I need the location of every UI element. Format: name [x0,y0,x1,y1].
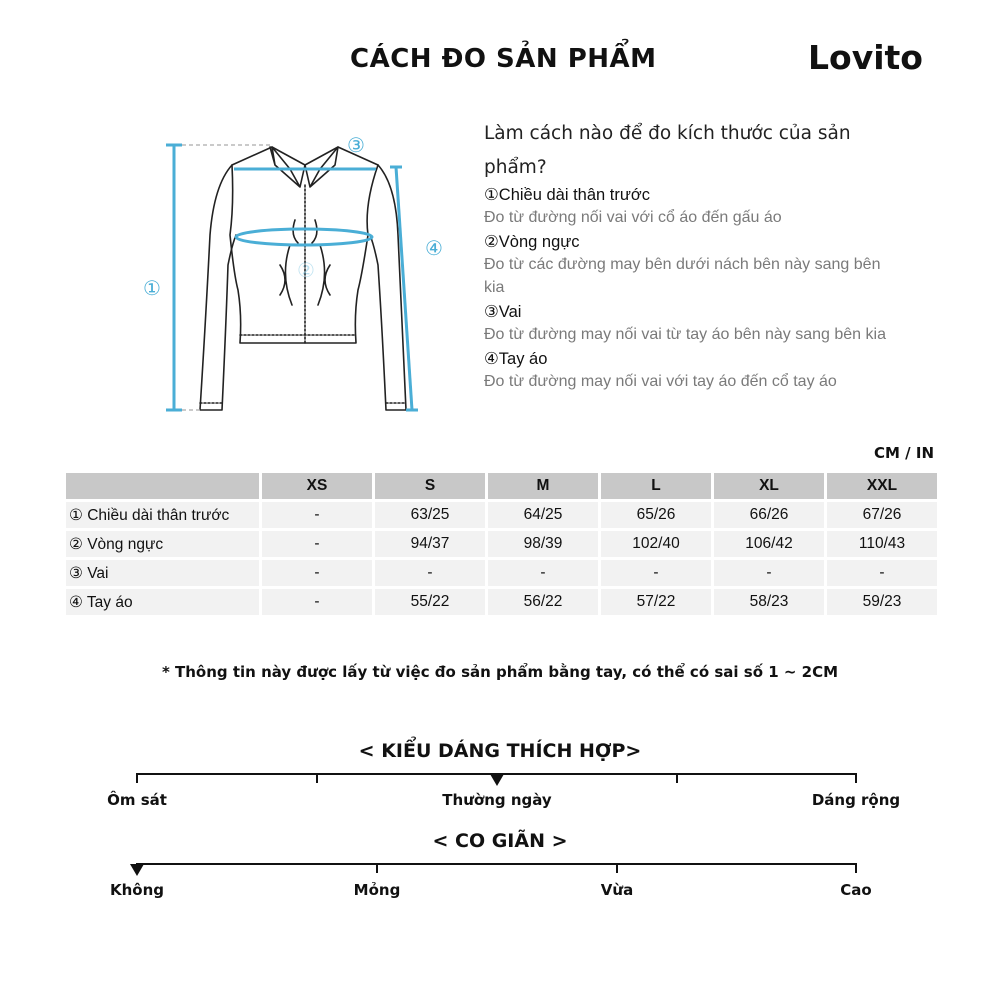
table-row [66,502,937,528]
table-cell: - [488,560,598,586]
garment-illustration [140,125,460,425]
stretch-scale-label: Mỏng [353,881,401,899]
table-cell: 63/25 [375,502,485,528]
table-cell: - [262,531,372,557]
table-cell: - [714,560,824,586]
table-cell: - [262,589,372,615]
brand-logo: Lovito [808,38,923,77]
stretch-scale-label: Không [109,881,165,899]
size-header: M [488,473,598,499]
table-cell: 98/39 [488,531,598,557]
fit-scale-selected-pointer [490,774,504,786]
table-cell: 67/26 [827,502,937,528]
table-cell: 102/40 [601,531,711,557]
guide-heading: Làm cách nào để đo kích thước của sản phẩm? [484,123,851,178]
stretch-scale-title: < CO GIÃN > [432,830,568,852]
fit-scale-tick [855,773,857,783]
guide-item-name: ②Vòng ngực [484,233,580,251]
size-table [63,470,940,618]
fit-scale-tick [136,773,138,783]
size-header: S [375,473,485,499]
stretch-scale-axis [136,863,857,865]
row-label: ④ Tay áo [66,589,259,615]
marker-shoulder: ③ [347,133,365,157]
row-label: ② Vòng ngực [66,531,259,557]
row-label: ③ Vai [66,560,259,586]
table-cell: 58/23 [714,589,824,615]
guide-item-desc: Đo từ đường may nối vai với tay áo đến cổ tay áo [484,373,837,390]
guide-item-name: ①Chiều dài thân trước [484,186,650,204]
table-cell: 106/42 [714,531,824,557]
table-cell: 110/43 [827,531,937,557]
table-cell: 64/25 [488,502,598,528]
table-cell: 94/37 [375,531,485,557]
guide-item-desc: Đo từ đường may nối vai từ tay áo bên này sang bên kia [484,326,886,343]
table-row [66,560,937,586]
fit-scale-title: < KIỂU DÁNG THÍCH HỢP> [358,740,642,762]
table-cell: 59/23 [827,589,937,615]
table-corner [66,473,259,499]
table-cell: - [262,502,372,528]
fit-scale-label: Thường ngày [442,791,552,809]
stretch-scale-selected-pointer [130,864,144,876]
fit-scale-tick [676,773,678,783]
table-cell: 65/26 [601,502,711,528]
stretch-scale-tick [616,863,618,873]
table-cell: - [827,560,937,586]
fit-scale-label: Ôm sát [107,791,167,809]
guide-item-name: ④Tay áo [484,350,548,368]
unit-label: CM / IN [874,444,934,462]
size-header: XS [262,473,372,499]
table-row [66,531,937,557]
row-label: ① Chiều dài thân trước [66,502,259,528]
stretch-scale-tick [376,863,378,873]
stretch-scale-tick [855,863,857,873]
size-header: XXL [827,473,937,499]
guide-list [484,184,904,395]
guide-item-desc: Đo từ đường nối vai với cổ áo đến gấu áo [484,209,782,226]
measurement-note: * Thông tin này được lấy từ việc đo sản phẩm bằng tay, có thể có sai số 1 ~ 2CM [161,663,839,681]
fit-scale-label: Dáng rộng [811,791,901,809]
size-header: L [601,473,711,499]
table-header-row [66,473,937,499]
page-title: CÁCH ĐO SẢN PHẨM [350,44,657,74]
marker-sleeve: ④ [425,236,443,260]
table-cell: - [601,560,711,586]
table-cell: 55/22 [375,589,485,615]
table-cell: 66/26 [714,502,824,528]
guide-item-name: ③Vai [484,303,522,321]
table-cell: - [262,560,372,586]
table-cell: - [375,560,485,586]
marker-length: ① [143,276,161,300]
chest-measure-ellipse [236,229,372,245]
guide-item-desc: Đo từ các đường may bên dưới nách bên này sang bên kia [484,256,881,296]
right-sleeve-outline [370,165,406,410]
marker-chest: ② [297,258,315,282]
left-sleeve-outline [200,165,236,410]
size-header: XL [714,473,824,499]
table-cell: 57/22 [601,589,711,615]
fit-scale-tick [316,773,318,783]
stretch-scale-label: Cao [840,881,872,899]
table-row [66,589,937,615]
stretch-scale-label: Vừa [600,881,634,899]
table-cell: 56/22 [488,589,598,615]
